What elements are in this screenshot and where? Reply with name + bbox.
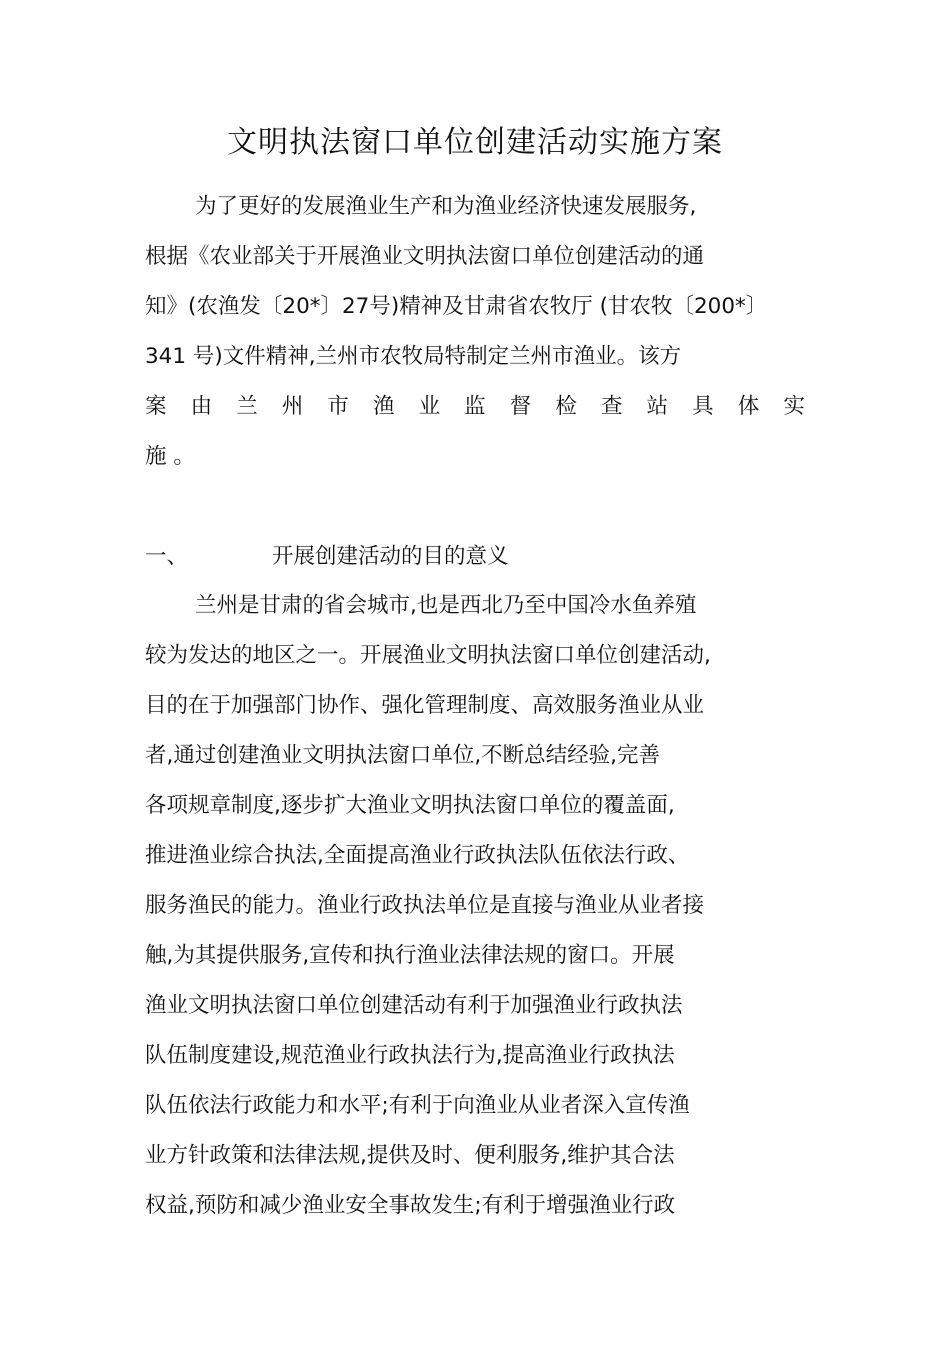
spaced-char: 由 [190, 394, 213, 419]
spaced-char: 督 [509, 394, 532, 419]
section-1-line-6: 推进渔业综合执法,全面提高渔业行政执法队伍依法行政、 [145, 843, 690, 868]
document-title: 文明执法窗口单位创建活动实施方案 [227, 125, 723, 160]
intro-line-5-spaced [145, 390, 805, 424]
spaced-char: 体 [737, 394, 760, 419]
intro-line-2: 根据《农业部关于开展渔业文明执法窗口单位创建活动的通 [145, 244, 705, 269]
intro-line-1: 为了更好的发展渔业生产和为渔业经济快速发展服务, [195, 194, 697, 219]
section-1-line-13: 权益,预防和减少渔业安全事故发生;有利于增强渔业行政 [145, 1193, 676, 1218]
section-1-line-3: 目的在于加强部门协作、强化管理制度、高效服务渔业从业 [145, 693, 705, 718]
section-1-line-5: 各项规章制度,逐步扩大渔业文明执法窗口单位的覆盖面, [145, 793, 675, 818]
spaced-char: 渔 [372, 394, 395, 419]
section-1-heading: 开展创建活动的目的意义 [272, 544, 509, 569]
section-1-line-10: 队伍制度建设,规范渔业行政执法行为,提高渔业行政执法 [145, 1043, 675, 1068]
section-1-line-4: 者,通过创建渔业文明执法窗口单位,不断总结经验,完善 [145, 743, 661, 768]
spaced-char: 市 [327, 394, 349, 419]
section-1-line-1: 兰州是甘肃的省会城市,也是西北乃至中国冷水鱼养殖 [195, 593, 697, 618]
section-1-line-8: 触,为其提供服务,宣传和执行渔业法律法规的窗口。开展 [145, 943, 675, 968]
section-1-line-11: 队伍依法行政能力和水平;有利于向渔业从业者深入宣传渔 [145, 1093, 690, 1118]
spaced-char: 具 [692, 394, 714, 419]
section-1-line-12: 业方针政策和法律法规,提供及时、便利服务,维护其合法 [145, 1143, 675, 1168]
intro-line-6: 施 。 [145, 444, 195, 469]
spaced-char: 监 [464, 394, 486, 419]
section-1-number: 一、 [145, 544, 189, 569]
spaced-char: 州 [281, 394, 304, 419]
spaced-char: 检 [555, 394, 577, 419]
section-1-line-2: 较为发达的地区之一。开展渔业文明执法窗口单位创建活动, [145, 643, 711, 668]
spaced-char: 业 [418, 394, 441, 419]
spaced-char: 查 [600, 394, 623, 419]
spaced-char: 站 [646, 394, 669, 419]
spaced-char: 案 [145, 394, 167, 419]
section-1-line-7: 服务渔民的能力。渔业行政执法单位是直接与渔业从业者接 [145, 893, 705, 918]
intro-line-3: 知》(农渔发〔20*〕27号)精神及甘肃省农牧厅 (甘农牧〔200*〕 [145, 294, 768, 319]
spaced-char: 兰 [236, 394, 258, 419]
section-1-line-9: 渔业文明执法窗口单位创建活动有利于加强渔业行政执法 [145, 993, 683, 1018]
intro-line-4: 341 号)文件精神,兰州市农牧局特制定兰州市渔业。该方 [145, 344, 682, 369]
spaced-char: 实 [783, 394, 805, 419]
